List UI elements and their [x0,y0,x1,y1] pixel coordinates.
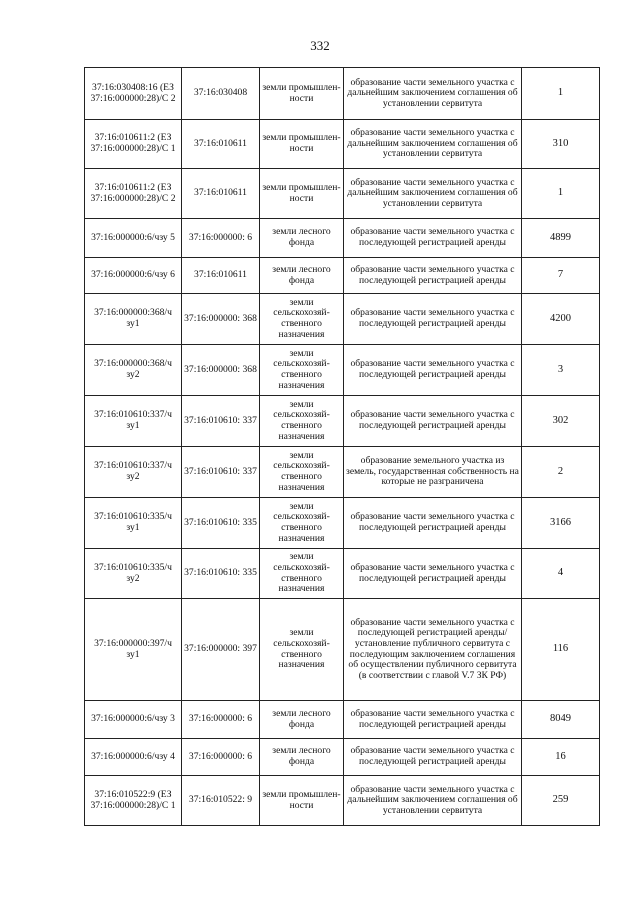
table-row [85,549,600,599]
cadastral-cell: 37:16:000000: 6 [182,219,260,258]
purpose-cell: образование части земельного участка с последующей регистрацией аренды [344,701,522,739]
purpose-cell: образование части земельного участка с дальнейшим заключением соглашения об установлении сервитута [344,68,522,120]
category-cell: земли лесного фонда [260,258,344,294]
purpose-cell: образование части земельного участка с последующей регистрацией аренды [344,739,522,776]
table-row [85,258,600,294]
cadastral-cell: 37:16:000000: 397 [182,599,260,701]
table-row [85,68,600,120]
cadastral-cell: 37:16:010610: 337 [182,396,260,447]
area-cell: 8049 [522,701,600,739]
area-cell: 4 [522,549,600,599]
land-parcels-table [84,67,600,826]
part-id-cell: 37:16:010610:335/ч зу2 [85,549,182,599]
purpose-cell: образование части земельного участка с последующей регистрацией аренды [344,498,522,549]
table-row [85,447,600,498]
area-cell: 16 [522,739,600,776]
area-cell: 116 [522,599,600,701]
cadastral-cell: 37:16:000000: 6 [182,739,260,776]
part-id-cell: 37:16:010611:2 (ЕЗ 37:16:000000:28)/С 2 [85,169,182,219]
purpose-cell: образование части земельного участка с дальнейшим заключением соглашения об установлении сервитута [344,120,522,169]
area-cell: 1 [522,169,600,219]
part-id-cell: 37:16:000000:368/ч зу2 [85,345,182,396]
purpose-cell: образование земельного участка из земель, государственная собственность на которые не разграничена [344,447,522,498]
part-id-cell: 37:16:010610:335/ч зу1 [85,498,182,549]
part-id-cell: 37:16:010522:9 (ЕЗ 37:16:000000:28)/С 1 [85,776,182,826]
purpose-cell: образование части земельного участка с последующей регистрацией аренды [344,396,522,447]
category-cell: земли лесного фонда [260,701,344,739]
part-id-cell: 37:16:030408:16 (ЕЗ 37:16:000000:28)/С 2 [85,68,182,120]
area-cell: 2 [522,447,600,498]
area-cell: 1 [522,68,600,120]
part-id-cell: 37:16:000000:397/ч зу1 [85,599,182,701]
category-cell: земли лесного фонда [260,739,344,776]
cadastral-cell: 37:16:010610: 335 [182,498,260,549]
part-id-cell: 37:16:000000:6/чзу 4 [85,739,182,776]
table-row [85,169,600,219]
category-cell: земли сельскохозяй- ственного назначения [260,599,344,701]
cadastral-cell: 37:16:000000: 368 [182,294,260,345]
category-cell: земли промышлен- ности [260,68,344,120]
purpose-cell: образование части земельного участка с последующей регистрацией аренды [344,294,522,345]
table-row [85,219,600,258]
part-id-cell: 37:16:000000:6/чзу 5 [85,219,182,258]
table-row [85,701,600,739]
cadastral-cell: 37:16:010522: 9 [182,776,260,826]
table-row [85,345,600,396]
purpose-cell: образование части земельного участка с последующей регистрацией аренды/установление публичного сервитута с последующим заключением соглашения об осуществлении публичного сервитута (в соответствии с главой V.7 ЗК РФ) [344,599,522,701]
area-cell: 3 [522,345,600,396]
cadastral-cell: 37:16:030408 [182,68,260,120]
part-id-cell: 37:16:000000:6/чзу 6 [85,258,182,294]
cadastral-cell: 37:16:010611 [182,120,260,169]
category-cell: земли промышлен- ности [260,169,344,219]
area-cell: 3166 [522,498,600,549]
part-id-cell: 37:16:010611:2 (ЕЗ 37:16:000000:28)/С 1 [85,120,182,169]
cadastral-cell: 37:16:010610: 337 [182,447,260,498]
category-cell: земли промышлен- ности [260,120,344,169]
category-cell: земли сельскохозяй- ственного назначения [260,345,344,396]
category-cell: земли сельскохозяй- ственного назначения [260,294,344,345]
category-cell: земли лесного фонда [260,219,344,258]
category-cell: земли сельскохозяй- ственного назначения [260,549,344,599]
category-cell: земли сельскохозяй- ственного назначения [260,396,344,447]
area-cell: 4899 [522,219,600,258]
cadastral-cell: 37:16:010610: 335 [182,549,260,599]
area-cell: 310 [522,120,600,169]
table-row [85,498,600,549]
purpose-cell: образование части земельного участка с последующей регистрацией аренды [344,258,522,294]
table-row [85,294,600,345]
table-row [85,739,600,776]
purpose-cell: образование части земельного участка с дальнейшим заключением соглашения об установлении сервитута [344,169,522,219]
cadastral-cell: 37:16:010611 [182,169,260,219]
table-row [85,599,600,701]
purpose-cell: образование части земельного участка с последующей регистрацией аренды [344,219,522,258]
cadastral-cell: 37:16:000000: 6 [182,701,260,739]
category-cell: земли сельскохозяй- ственного назначения [260,447,344,498]
part-id-cell: 37:16:000000:368/ч зу1 [85,294,182,345]
table-row [85,396,600,447]
category-cell: земли промышлен- ности [260,776,344,826]
category-cell: земли сельскохозяй- ственного назначения [260,498,344,549]
area-cell: 259 [522,776,600,826]
table-row [85,120,600,169]
purpose-cell: образование части земельного участка с дальнейшим заключением соглашения об установлении сервитута [344,776,522,826]
table-row [85,776,600,826]
cadastral-cell: 37:16:010611 [182,258,260,294]
part-id-cell: 37:16:000000:6/чзу 3 [85,701,182,739]
purpose-cell: образование части земельного участка с последующей регистрацией аренды [344,345,522,396]
area-cell: 302 [522,396,600,447]
cadastral-cell: 37:16:000000: 368 [182,345,260,396]
part-id-cell: 37:16:010610:337/ч зу1 [85,396,182,447]
page-number: 332 [310,38,330,53]
area-cell: 4200 [522,294,600,345]
area-cell: 7 [522,258,600,294]
purpose-cell: образование части земельного участка с последующей регистрацией аренды [344,549,522,599]
part-id-cell: 37:16:010610:337/ч зу2 [85,447,182,498]
